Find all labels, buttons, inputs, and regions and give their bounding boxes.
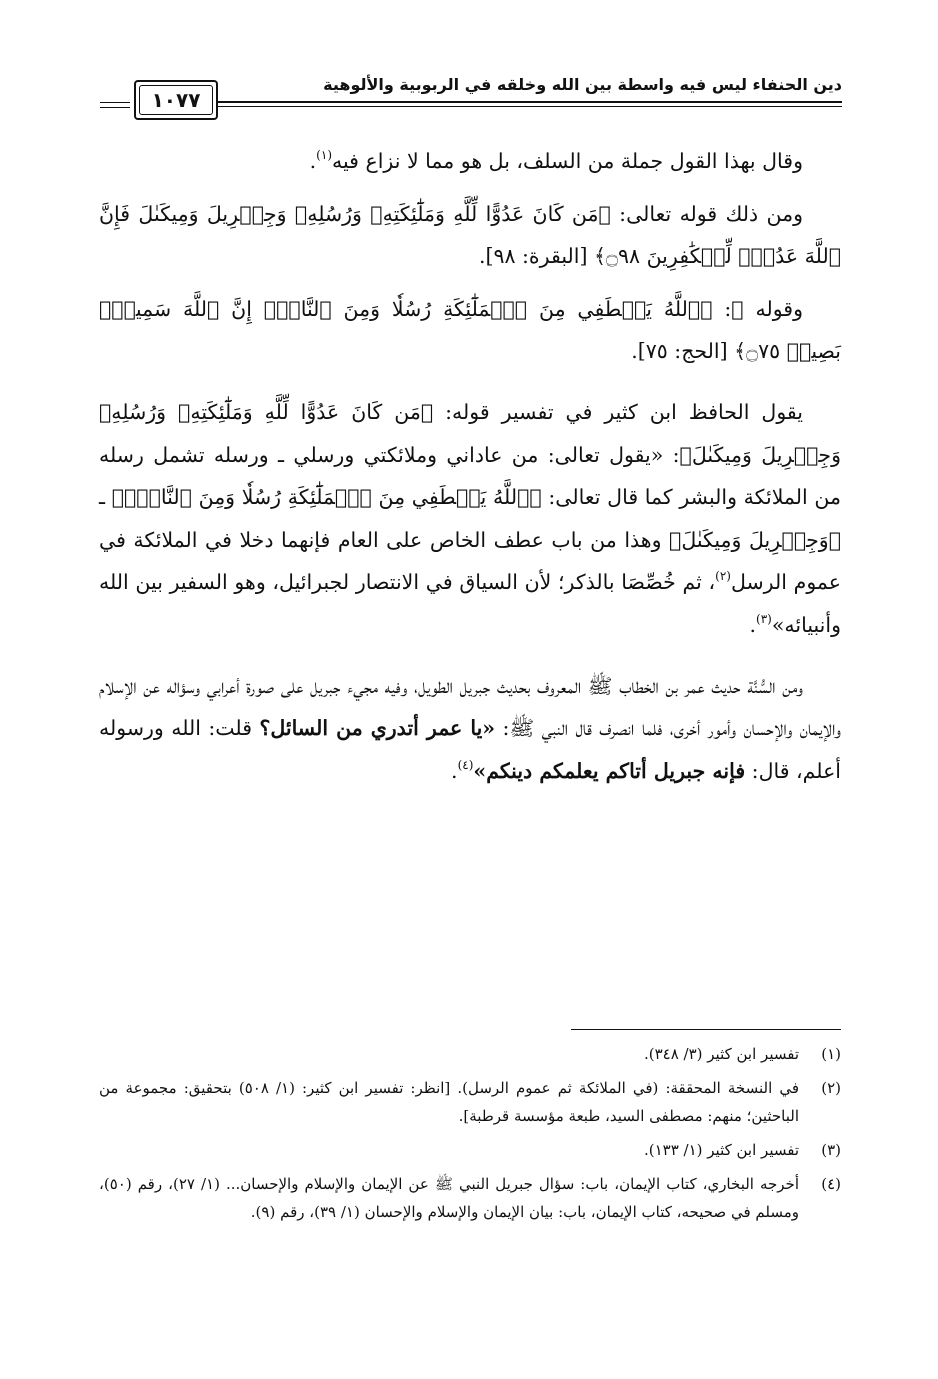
page-header	[100, 72, 842, 126]
footnotes	[99, 1040, 841, 1232]
footnote-ref-2[interactable]: (٢)	[715, 569, 731, 584]
footnote-number: (٤)	[821, 1175, 841, 1193]
p1-tail: .	[309, 149, 317, 173]
p4-text: .	[749, 612, 756, 637]
p5-text: قلت: الله ورسوله أعلم، قال:	[99, 716, 841, 783]
footnote-2	[99, 1074, 841, 1130]
p5-text: .	[451, 758, 458, 783]
footnote-separator	[571, 1029, 841, 1030]
paragraph-2	[99, 193, 841, 278]
footnote-number: (٣)	[821, 1141, 841, 1159]
paragraph-4	[99, 391, 841, 647]
header-rule	[218, 101, 842, 103]
footnote-text: تفسير ابن كثير (١/ ١٣٣).	[643, 1141, 799, 1159]
quran-quote: ﴿مَن كَانَ عَدُوًّا لِّلَّهِ وَمَلَٰٓئِكَتِهِۦ وَرُسُلِهِۦ وَجِبۡرِيلَ وَمِيكَىٰلَ﴾	[99, 399, 841, 467]
p4-text: ، ثم خُصِّصَا بالذكر؛ لأن السياق في الانتصار لجبرائيل، وهو السفير بين الله وأنبيائه»	[99, 570, 841, 637]
footnote-text: تفسير ابن كثير (٣/ ٣٤٨).	[643, 1045, 799, 1063]
verse-reference: [البقرة: ٩٨].	[478, 244, 594, 269]
footnote-3	[99, 1136, 841, 1164]
page-number-frame	[134, 80, 218, 120]
paragraph-5	[99, 665, 841, 793]
header-rule-thin	[218, 106, 842, 107]
paragraph-3	[99, 288, 841, 373]
footnote-ref-3[interactable]: (٣)	[756, 611, 772, 626]
main-text	[99, 140, 841, 792]
hadith-quote: «يا عمر أتدري من السائل؟	[259, 716, 496, 741]
p5-text: ومن السُّنَّة حديث عمر بن الخطاب ﷺ المعروف بحديث جبريل الطويل، وفيه مجيء جبريل على صورة أعرابي وسؤاله عن الإسلام والإيمان والإحسان وأمور أخرى، فلما انصرف قال النبي ﷺ:	[99, 673, 841, 741]
footnote-text: في النسخة المحققة: (في الملائكة ثم عموم الرسل). [انظر: تفسير ابن كثير: (١/ ٥٠٨) بتحقيق: مجموعة من الباحثين؛ منهم: مصطفى السيد، طبعة مؤسسة قرطبة].	[99, 1079, 799, 1125]
paragraph-1	[99, 140, 841, 183]
hadith-quote: فإنه جبريل أتاكم يعلمكم دينكم»	[473, 758, 746, 783]
footnote-number: (٢)	[821, 1079, 841, 1097]
footnote-number: (١)	[821, 1045, 841, 1063]
footnote-ref-4[interactable]: (٤)	[457, 757, 474, 772]
footnote-text: أخرجه البخاري، كتاب الإيمان، باب: سؤال جبريل النبي ﷺ عن الإيمان والإسلام والإحسان... (١/ ٢٧)، رقم (٥٠)، ومسلم في صحيحه، كتاب الإيمان، باب: بيان الإيمان والإسلام والإحسان (١/ ٣٩)، رقم (٩).	[99, 1175, 799, 1221]
p1-text: وقال بهذا القول جملة من السلف، بل هو مما لا نزاع فيه	[332, 149, 803, 173]
quran-verse-baqarah-98: ﴿مَن كَانَ عَدُوًّا لِّلَّهِ وَمَلَٰٓئِكَتِهِۦ وَرُسُلِهِۦ وَجِبۡرِيلَ وَمِيكَىٰلَ فَإِنَّ ٱللَّهَ عَدُوّٞ لِّلۡكَٰفِرِينَ ۝٩٨﴾	[99, 201, 841, 269]
p4-text: وهذا من باب عطف الخاص على العام فإنهما دخلا في الملائكة في عموم الرسل	[99, 527, 841, 595]
page-number: ١٠٧٧	[139, 85, 213, 115]
quran-quote: ﴿ٱللَّهُ يَصۡطَفِي مِنَ ٱلۡمَلَٰٓئِكَةِ رُسُلٗا وَمِنَ ٱلنَّاسِۚ﴾	[111, 485, 542, 510]
p3-intro: وقوله ﷻ:	[712, 296, 803, 321]
p2-intro: ومن ذلك قوله تعالى:	[610, 201, 803, 226]
quran-quote: ﴿وَجِبۡرِيلَ وَمِيكَىٰلَ﴾	[669, 527, 841, 552]
p4-text: ـ	[99, 485, 112, 510]
running-title: دين الحنفاء ليس فيه واسطة بين الله وخلقه في الربوبية والألوهية	[323, 75, 842, 94]
verse-reference: [الحج: ٧٥].	[631, 339, 735, 364]
footnote-4	[99, 1170, 841, 1226]
p4-text: يقول الحافظ ابن كثير في تفسير قوله:	[433, 399, 803, 424]
footnote-1	[99, 1040, 841, 1068]
header-ornament-lines	[100, 102, 130, 112]
quran-verse-hajj-75: ﴿ٱللَّهُ يَصۡطَفِي مِنَ ٱلۡمَلَٰٓئِكَةِ رُسُلٗا وَمِنَ ٱلنَّاسِۚ إِنَّ ٱللَّهَ سَمِيعُۢ بَصِيرٞ ۝٧٥﴾	[99, 296, 841, 364]
footnote-ref-1[interactable]: (١)	[316, 148, 332, 162]
p4-text: : «يقول تعالى: من عاداني وملائكتي ورسلي ـ ورسله تشمل رسله من الملائكة والبشر كما قال تعالى:	[99, 442, 842, 510]
